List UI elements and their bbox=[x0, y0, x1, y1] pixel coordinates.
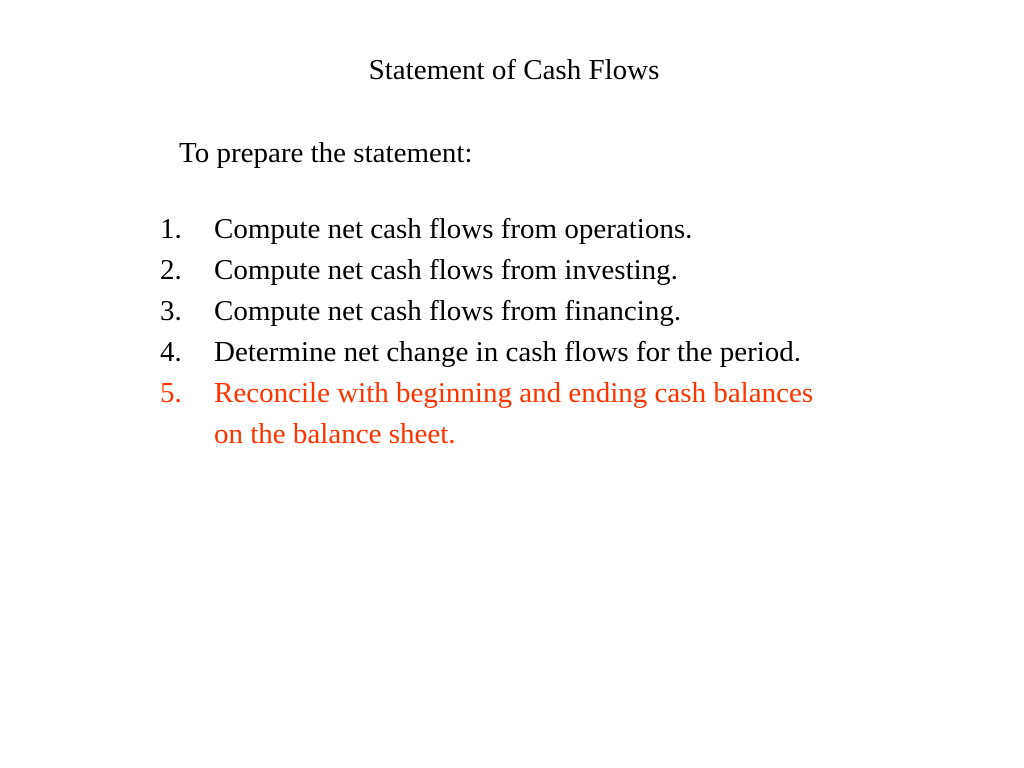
step-text: Determine net change in cash flows for the period. bbox=[214, 336, 802, 368]
step-item-3 bbox=[160, 291, 960, 332]
step-number: 3. bbox=[160, 295, 182, 327]
steps-list bbox=[160, 209, 960, 455]
step-text: Compute net cash flows from investing. bbox=[214, 254, 678, 286]
step-number: 4. bbox=[160, 336, 182, 368]
step-text: Reconcile with beginning and ending cash balances on the balance sheet. bbox=[214, 377, 814, 450]
step-number: 2. bbox=[160, 254, 182, 286]
step-text: Compute net cash flows from operations. bbox=[214, 213, 693, 245]
step-text: Compute net cash flows from financing. bbox=[214, 295, 682, 327]
step-number: 1. bbox=[160, 213, 182, 245]
step-item-5-highlighted bbox=[160, 373, 960, 455]
step-item-4 bbox=[160, 332, 960, 373]
step-number: 5. bbox=[160, 377, 182, 409]
intro-text: To prepare the statement: bbox=[179, 137, 473, 169]
step-item-2 bbox=[160, 250, 960, 291]
step-item-1 bbox=[160, 209, 960, 250]
slide-title: Statement of Cash Flows bbox=[368, 54, 660, 86]
